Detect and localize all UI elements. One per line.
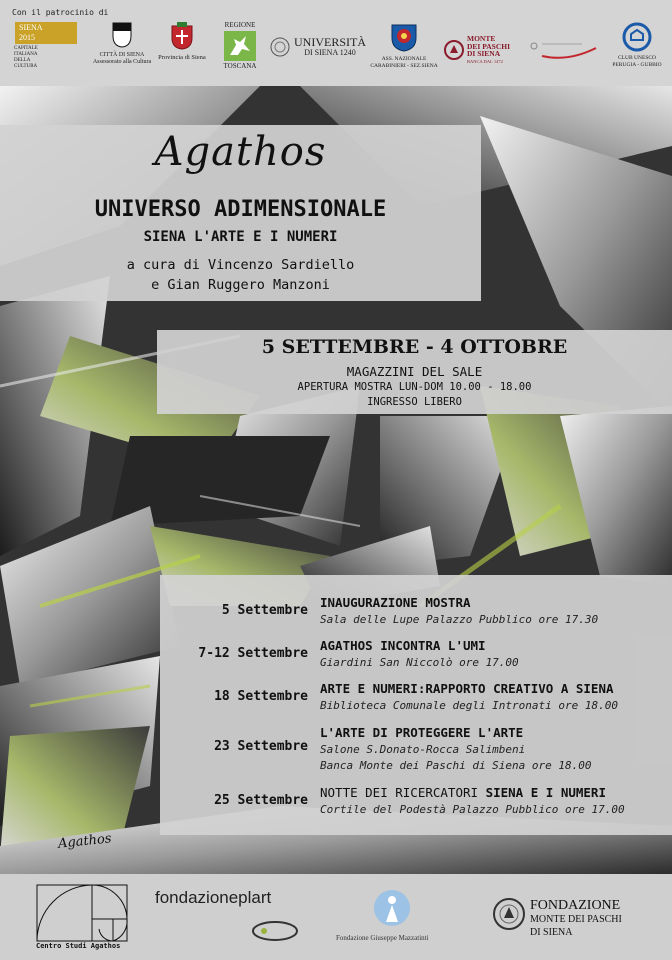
provincia-siena-logo: Provincia di Siena — [150, 22, 214, 78]
event-detail: Banca Monte dei Paschi di Siena ore 18.00 — [320, 759, 592, 772]
university-seal-icon — [270, 37, 290, 57]
venue: MAGAZZINI DEL SALE — [346, 364, 483, 379]
event-detail: Sala delle Lupe Palazzo Pubblico ore 17.30 — [320, 613, 599, 626]
sponsor-swoosh-icon — [528, 40, 600, 62]
citta-di-siena-logo: CITTÀ DI SIENA Assessorato alla Cultura — [92, 22, 152, 78]
curators-line-2: e Gian Ruggero Manzoni — [151, 277, 330, 293]
mazzatinti-figure-icon — [372, 888, 412, 932]
event-title-highlight: SIENA E I NUMERI — [485, 785, 606, 800]
unesco-circle-icon — [622, 22, 652, 52]
provincia-crest-icon — [169, 22, 195, 50]
event-detail: Salone S.Donato-Rocca Salimbeni — [320, 743, 526, 756]
universita-siena-logo: UNIVERSITÀ DI SIENA 1240 — [270, 32, 366, 62]
event-detail: Cortile del Podestà Palazzo Pubblico ore 17.00 — [320, 803, 625, 816]
event-date: 5 Settembre — [221, 603, 308, 618]
fondazione-plart-label: fondazioneplart — [155, 888, 272, 907]
mps-logo: MONTE DEI PASCHI DI SIENA BANCA DAL 1472 — [444, 34, 524, 66]
artist-logo: Agathos — [154, 129, 327, 175]
sponsor-strip — [0, 0, 672, 86]
event-date: 23 Settembre — [214, 739, 308, 754]
carabinieri-logo: ASS. NAZIONALE CARABINIERI - SEZ.SIENA — [368, 22, 440, 78]
event-detail: Giardini San Niccolò ore 17.00 — [320, 656, 519, 669]
event-date: 18 Settembre — [214, 689, 308, 704]
carabinieri-crest-icon — [390, 22, 418, 52]
fondazione-mps-city: DI SIENA — [530, 927, 573, 938]
admission: INGRESSO LIBERO — [367, 396, 462, 408]
exhibition-subtitle: SIENA L'ARTE E I NUMERI — [143, 229, 338, 245]
regione-toscana-logo: REGIONE TOSCANA — [223, 21, 257, 70]
fondazione-mps-label: FONDAZIONE — [530, 898, 621, 913]
siena-shield-icon — [112, 22, 132, 48]
unnamed-sponsor-logo — [528, 40, 600, 64]
mazzatinti-label: Fondazione Giuseppe Mazzatinti — [336, 934, 429, 942]
club-unesco-logo: CLUB UNESCO PERUGIA - GUBBIO — [604, 22, 670, 78]
pegasus-icon — [224, 31, 256, 61]
opening-hours: APERTURA MOSTRA LUN-DOM 10.00 - 18.00 — [297, 381, 532, 393]
title-panel — [0, 125, 481, 301]
event-date: 7-12 Settembre — [198, 646, 308, 661]
fondazione-mps-name: MONTE DEI PASCHI — [530, 914, 622, 925]
event-title: AGATHOS INCONTRA L'UMI — [320, 638, 486, 653]
footer-sponsor-strip — [0, 874, 672, 960]
exhibition-title: UNIVERSO ADIMENSIONALE — [94, 197, 387, 222]
mps-foundation-crest-icon — [492, 894, 526, 934]
golden-spiral-icon — [36, 884, 128, 942]
plart-disc-icon — [250, 916, 300, 946]
centro-studi-label: Centro Studi Agathos — [36, 942, 121, 950]
mps-crest-icon — [444, 39, 464, 61]
date-range: 5 SETTEMBRE - 4 OTTOBRE — [261, 336, 568, 358]
event-title — [320, 785, 606, 800]
event-date: 25 Settembre — [214, 793, 308, 808]
curators-line-1: a cura di Vincenzo Sardiello — [126, 257, 355, 273]
event-title-prefix: NOTTE DEI RICERCATORI — [320, 785, 486, 800]
event-title: INAUGURAZIONE MOSTRA — [320, 595, 471, 610]
painting-signature: Agathos — [57, 831, 113, 852]
event-title: L'ARTE DI PROTEGGERE L'ARTE — [320, 725, 524, 740]
dates-panel — [157, 330, 672, 414]
events-panel — [160, 575, 672, 835]
siena-2015-logo: SIENA 2015 CAPITALE ITALIANA DELLA CULTURA — [14, 22, 78, 78]
event-title: ARTE E NUMERI:RAPPORTO CREATIVO A SIENA — [320, 681, 614, 696]
patronage-label: Con il patrocinio di — [12, 8, 109, 17]
event-detail: Biblioteca Comunale degli Intronati ore 18.00 — [320, 699, 619, 712]
